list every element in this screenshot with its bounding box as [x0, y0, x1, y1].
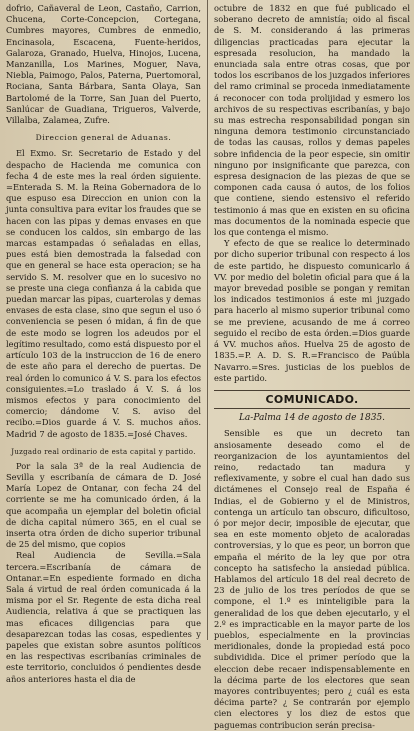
comunicado-paragraph: Sensible es que un decreto tan ansiosamente deseado como el de reorganizacion de los ayuntamientos del reino, redactado tan madura y reflexivamente, y sobre el cual han dado sus dictámenes el Consejo real de España é Indias, el de Gobierno y el de Ministros, contenga un artículo tan obscuro, dificultoso, ó por mejor decir, imposible de ejecutar, que sea en este momento objeto de acaloradas controversias, y lo que es peor, un borron que empaña el mérito de la ley que por otra concepto ha satisfecho la ansiedad pública. Hablamos del artículo 18 del real decreto de 23 de julio de los tres períodos de que se compone, el 1.º es ininteligible para la generalidad de los que deben ejecutarlo, y el 2.º es impracticable en la mayor parte de los pueblos, especialmente en la provincias meridionales, donde la propiedad está poco subdividida. Dice el primer período que la eleccion debe recaer indispensablemente en la décima parte de los electores que sean mayores contribuyentes; pero ¿ cuál es esta décima parte? ¿ Se contrarán por ejemplo cien electores y los diez de estos que paguemas contribucion serán precisa- [214, 428, 410, 730]
customs-order-paragraph: El Exmo. Sr. Secretario de Estado y del despacho de Hacienda me comunica con fecha 4 de este mes la real órden siguiente. =Enterada S. M. la Reina Gobernadora de lo que espuso esa Direccion en union con la junta consultiva para evitar los fraudes que se hacen con las pipas y demas envases en que se conducen los caldos, sin embargo de las marcas estampadas ó señaladas en ellas, pues está bien demostrada la falsedad con que en general se hace esta operacion; se ha servido S. M. resolver que en lo sucesivo no se preste una ciega confianza á la cabida que puedan marcar las pipas, cuarterolas y demas envases de esta clase, sino que segun el uso ó conveniencia se pesen ó midan, á fin de que de este modo se logren los adeudos por el legítimo resultado, como está dispuesto por el artículo 103 de la instruccion de 16 de enero de este año para el derecho de puertas. De real órden lo comunico á V. S. para los efectos consiguientes.=Lo traslado á V. S. á los mismos efectos y para conocimiento del comercio; dándome V. S. aviso del recibo.=Dios guarde á V. S. muchos años. Madrid 7 de agosto de 1835.=José Chaves. [6, 148, 201, 439]
section-title-comunicado: COMUNICADO. [214, 390, 410, 409]
right-column [214, 3, 410, 731]
dateline: La-Palma 14 de agosto de 1835. [238, 413, 386, 424]
continuation-paragraph: octubre de 1832 en que fué publicado el soberano decreto de amnistía; oido al fiscal de S. M. considerando á las primeras diligencias practicadas para ejecutar la espresada resolucion, ha mandado la enunciada sala entre otras cosas, que por todos los escribanos de los juzgados inferiores del ramo criminal se proceda inmediatamente á reconocer con toda prolijidad y esmero los archivos de su respectivas escribanías, y bajo su mas estrecha responsabilidad pongan sin ninguna demora testimonio circunstanciado de todas las causas, rollos y demas papeles sobre infidencia de la peor especie, sin omitir ninguno por insignificante que parezca, con espresa designacion de las piezas de que se componen cada causa ó autos, de los folios que contiene, siendo estensivo el referido testimonio á mas que en existen en su oficina mas documentos de la nominada especie que los que contenga el mismo. [214, 3, 410, 238]
left-column [6, 3, 201, 685]
column-divider [207, 0, 208, 640]
heading-court: Juzgado real ordinario de esta capital y partido. [11, 447, 196, 456]
town-list-paragraph: dofrio, Cañaveral de Leon, Castaño, Carrion, Chucena, Corte-Concepcion, Cortegana, Cumbres mayores, Cumbres de enmedio, Encinasola, Escacena, Fuente-heridos, Galaroza, Granado, Huelva, Hinojos, Lucena, Manzanilla, Los Marines, Moguer, Nava, Niebla, Paimogo, Palos, Paterna, Puertomoral, Rociana, Santa Bárbara, Santa Olaya, San Bartolomé de la Torre, San Juan del Puerto, Sanlúcar de Guadiana, Trigueros, Valverde, Villalba, Zalamea, Zufre. [6, 3, 201, 126]
heading-customs-direction: Direccion general de Aduanas. [35, 133, 172, 143]
huelva-order-paragraph: Y efecto de que se realice lo determinado por dicho superior tribunal con respecto á los de este partido, he dispuesto comunicarlo á VV. por medio del boletin oficial para que á la mayor brevedad posible se pongan y remitan los indicados testimonios á este mi juzgado para hacerlo al mismo superior tribunal como se me previene, acusando de me á correo seguido el recibo de esta órden.=Dios guarde á VV. muchos años. Huelva 25 de agosto de 1835.=P. A. D. S. R.=Francisco de Paúbla Navarro.=Sres. justicias de los pueblos de este partido. [214, 238, 410, 383]
court-order-paragraph: Por la sala 3ª de la real Audiencia de Sevilla y escribanía de cámara de D. José María Lopez de Ontanar, con fecha 24 del corriente se me ha comunicado órden, á la que acompaña un ejemplar del boletin oficial de dicha capital número 365, en el cual se inserta otra órden de dicho superior tribunal de 25 del mismo, que copios [6, 460, 201, 550]
audiencia-paragraph: Real Audiencia de Sevilla.=Sala tercera.=Escribanía de cámara de Ontanar.=En espediente formado en dicha Sala á virtud de real órden comunicada á la misma por el Sr. Regente de esta dicha real Audiencia, relativa á que se practiquen las mas eficaces diligencias para que desaparezcan todas las cosas, espedientes y papeles que existan sobre asuntos políticos en las respectivas escribanías criminales de este territorio, concluidos ó pendientes desde años anteriores hasta el dia de [6, 550, 201, 684]
